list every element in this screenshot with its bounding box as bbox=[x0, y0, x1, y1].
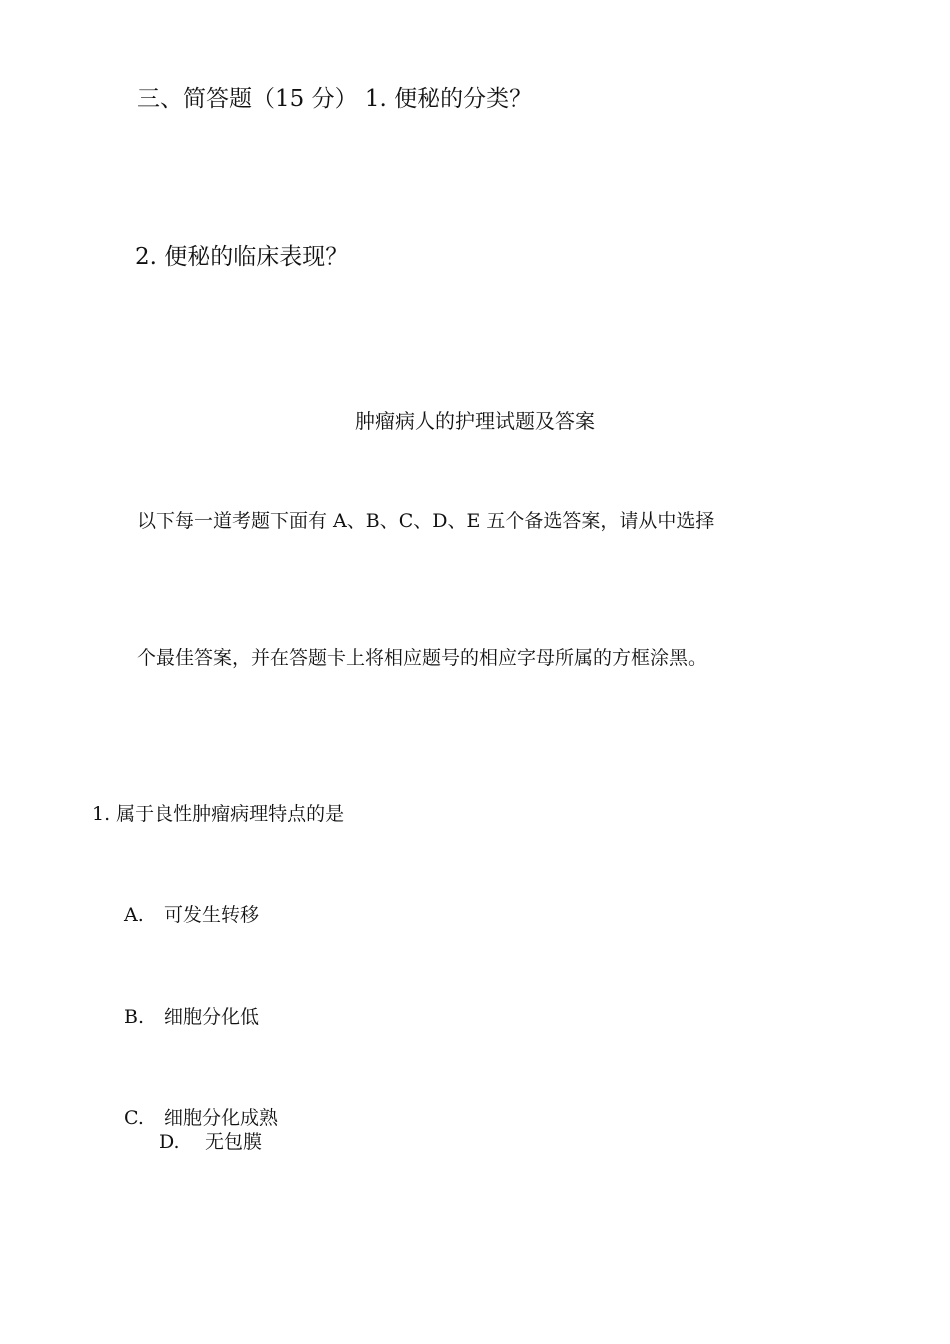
document-title: 肿瘤病人的护理试题及答案 bbox=[355, 409, 595, 433]
short-answer-question-2: 2. 便秘的临床表现？ bbox=[135, 244, 349, 270]
instruction-line-2: 个最佳答案，并在答题卡上将相应题号的相应字母所属的方框涂黑。 bbox=[137, 647, 708, 669]
option-a bbox=[124, 906, 259, 925]
option-text: 细胞分化低 bbox=[164, 1006, 260, 1028]
option-b bbox=[124, 1008, 259, 1027]
section-heading: 三、简答题（15 分） 1. 便秘的分类？ bbox=[137, 86, 533, 112]
option-d bbox=[159, 1133, 262, 1152]
option-letter: A. bbox=[124, 904, 144, 926]
option-text: 可发生转移 bbox=[164, 904, 260, 926]
option-letter: B. bbox=[124, 1006, 145, 1028]
option-c bbox=[124, 1109, 278, 1128]
instruction-line-1: 以下每一道考题下面有 A、B、C、D、E 五个备选答案，请从中选择 bbox=[137, 510, 715, 532]
question-stem: 1. 属于良性肿瘤病理特点的是 bbox=[92, 803, 345, 825]
option-text: 细胞分化成熟 bbox=[164, 1107, 279, 1129]
option-text: 无包膜 bbox=[205, 1131, 263, 1153]
option-letter: C. bbox=[124, 1107, 144, 1129]
option-letter: D. bbox=[159, 1131, 180, 1153]
